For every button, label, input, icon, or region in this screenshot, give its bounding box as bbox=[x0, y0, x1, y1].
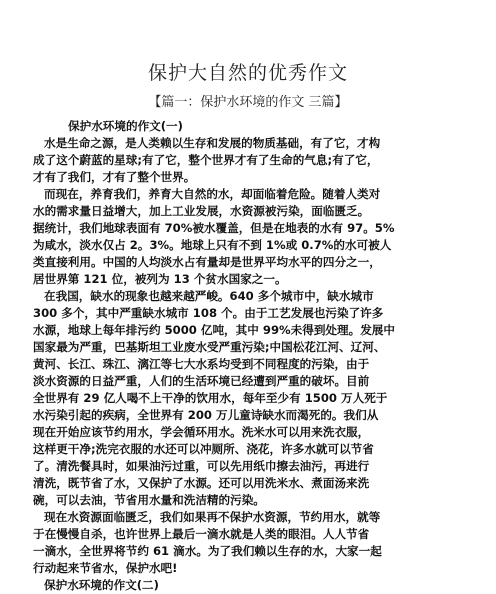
text-line: 国家最为严重，巴基斯坦工业废水受严重污染;中国松花江河、辽河、 bbox=[33, 340, 386, 354]
text-line: 黄河、长江、珠江、漓江等七大水系均受到不同程度的污染，由于 bbox=[33, 357, 370, 371]
text-line: 了。清洗餐具时，如果油污过重，可以先用纸巾擦去油污，再进行 bbox=[33, 459, 370, 473]
document-subtitle: 【篇一：保护水环境的作文 三篇】 bbox=[148, 95, 348, 110]
text-line: 水的需求量日益增大，加上工业发展，水资源被污染，面临匮乏。 bbox=[33, 204, 370, 218]
text-line: 才有了我们，才有了整个世界。 bbox=[33, 170, 196, 184]
text-line: 清洗，既节省了水，又保护了水源。还可以用洗米水、煮面汤来洗 bbox=[33, 476, 370, 490]
text-line: 为咸水，淡水仅占 2。3%。地球上只有不到 1%或 0.7%的水可被人 bbox=[33, 238, 392, 252]
text-line: 现在开始应该节约用水，学会循环用水。洗米水可以用来洗衣服， bbox=[33, 425, 370, 439]
text-line: 居世界第 121 位，被列为 13 个贫水国家之一。 bbox=[33, 272, 287, 286]
text-line: 碗，可以去油，节省用水量和洗洁精的污染。 bbox=[33, 493, 265, 507]
text-line: 水污染引起的疾病，全世界有 200 万儿童诗缺水而渴死的。我们从 bbox=[33, 408, 379, 422]
text-line: 据统计，我们地球表面有 70%被水覆盖，但是在地表的水有 97。5% bbox=[33, 221, 395, 235]
text-line: 水源，地球上每年排污约 5000 亿吨，其中 99%未得到处理。发展中 bbox=[33, 323, 395, 337]
text-line: 淡水资源的日益严重，人们的生活环境已经遭到严重的破坏。目前 bbox=[33, 374, 370, 388]
text-line: 这样更干净;洗完衣服的水还可以冲厕所、浇花，许多水就可以节省 bbox=[33, 442, 374, 456]
section-heading: 保护水环境的作文(一) bbox=[68, 119, 183, 133]
text-line: 300 多个，其中严重缺水城市 108 个。由于工艺发展也污染了许多 bbox=[33, 306, 384, 320]
section-heading: 保护水环境的作文(二) bbox=[44, 578, 159, 592]
text-line: 于在慢慢自杀，也许世界上最后一滴水就是人类的眼泪。人人节省 bbox=[33, 527, 370, 541]
text-line: 全世界有 29 亿人喝不上干净的饮用水，每年至少有 1500 万人死于 bbox=[33, 391, 388, 405]
text-line: 类直接利用。中国的人均淡水占有量却是世界平均水平的四分之一， bbox=[33, 255, 381, 269]
text-line: 在我国，缺水的现象也越来越严峻。640 多个城市中，缺水城市 bbox=[44, 289, 374, 303]
text-line: 水是生命之源，是人类赖以生存和发展的物质基础，有了它，才构 bbox=[44, 136, 381, 150]
text-line: 现在水资源面临匮乏，我们如果再不保护水资源，节约用水，就等 bbox=[44, 510, 381, 524]
text-line: 行动起来节省水，保护水吧! bbox=[33, 561, 178, 575]
text-line: 而现在，养育我们，养育大自然的水，却面临着危险。随着人类对 bbox=[44, 187, 381, 201]
document-title: 保护大自然的优秀作文 bbox=[147, 62, 348, 84]
text-line: 一滴水，全世界将节约 61 滴水。为了我们赖以生存的水，大家一起 bbox=[33, 544, 382, 558]
text-line: 成了这个蔚蓝的星球;有了它，整个世界才有了生命的气息;有了它， bbox=[33, 153, 379, 167]
